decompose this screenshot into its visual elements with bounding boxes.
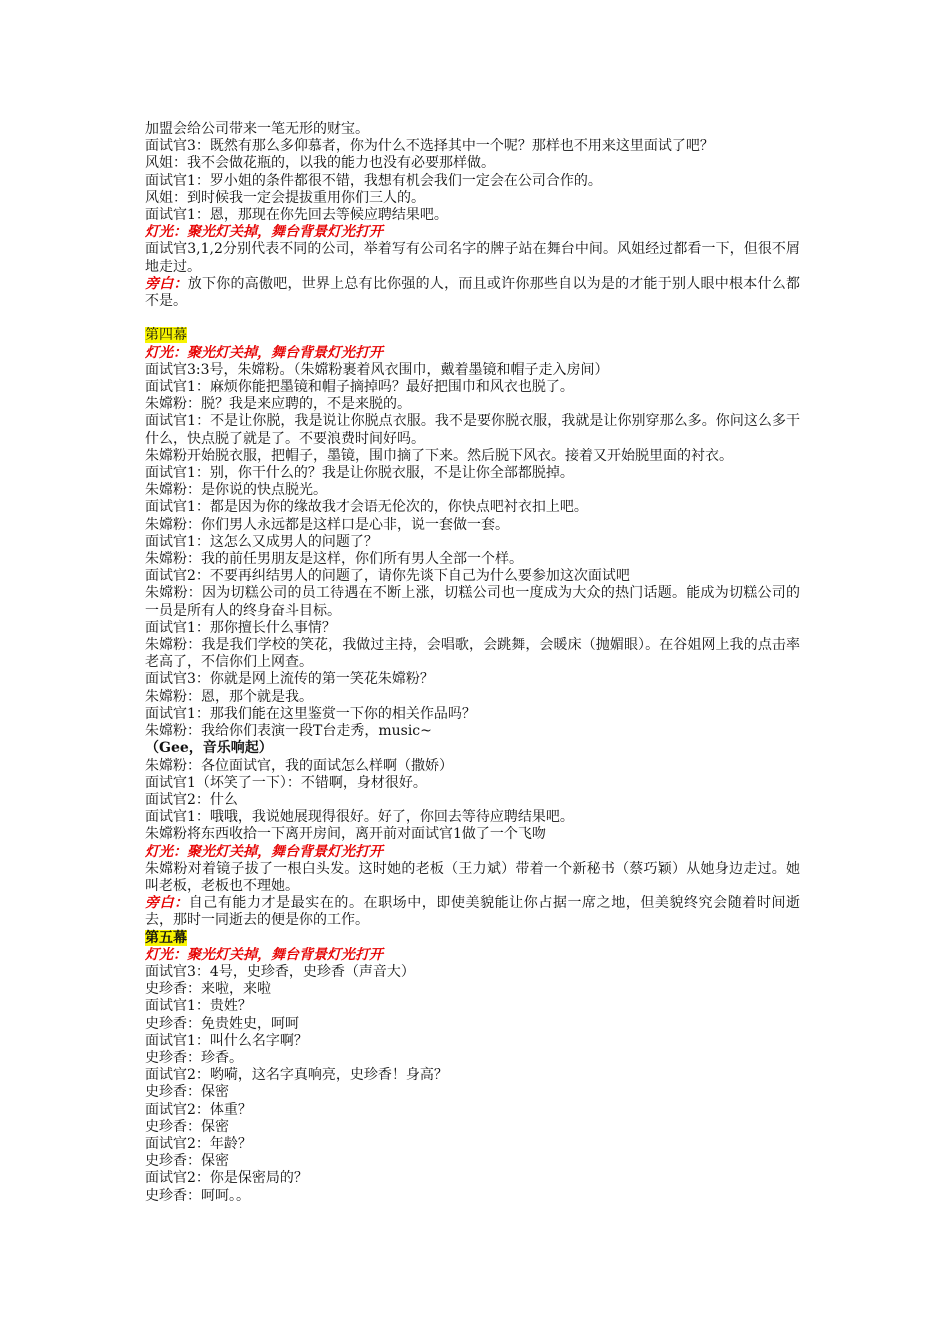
lighting-cue: 灯光：聚光灯关掉，舞台背景灯光打开 <box>145 344 383 361</box>
narration-text: 放下你的高傲吧，世界上总有比你强的人，而且或许你那些自以为是的才能于别人眼中根本什么都不是。 <box>145 275 800 310</box>
stage-direction: 朱嫦粉对着镜子拔了一根白头发。这时她的老板（王力斌）带着一个新秘书（蔡巧颖）从她身边走过。她叫老板，老板也不理她。 <box>145 860 800 894</box>
dialogue-line: 史珍香：来啦，来啦 <box>145 981 271 998</box>
music-cue: （Gee，音乐响起） <box>145 740 273 757</box>
dialogue-line: 面试官1：别，你干什么的？我是让你脱衣服，不是让你全部都脱掉。 <box>145 465 574 482</box>
dialogue-line: 面试官2：哟嗬，这名字真响亮，史珍香！身高？ <box>145 1067 448 1084</box>
dialogue-line: 面试官1：那你擅长什么事情？ <box>145 619 336 636</box>
dialogue-line: 朱嫦粉：你们男人永远都是这样口是心非，说一套做一套。 <box>145 516 509 533</box>
act-five-title: 第五幕 <box>145 929 187 946</box>
dialogue-line: 面试官1：叫什么名字啊？ <box>145 1032 308 1049</box>
dialogue-line: 面试官2：体重？ <box>145 1101 252 1118</box>
dialogue-line: 朱嫦粉：恩，那个就是我。 <box>145 688 313 705</box>
dialogue-line: 面试官1：贵姓？ <box>145 998 252 1015</box>
dialogue-line: 面试官2：年龄？ <box>145 1135 252 1152</box>
dialogue-line: 面试官2：你是保密局的？ <box>145 1170 308 1187</box>
dialogue-line: 朱嫦粉：我的前任男朋友是这样，你们所有男人全部一个样。 <box>145 551 523 568</box>
dialogue-line: 面试官1（坏笑了一下）：不错啊，身材很好。 <box>145 774 427 791</box>
dialogue-line: 史珍香：珍香。 <box>145 1049 243 1066</box>
dialogue-line: 面试官2：不要再纠结男人的问题了，请你先谈下自己为什么要参加这次面试吧 <box>145 568 630 585</box>
narration <box>145 276 800 310</box>
narration-label: 旁白： <box>145 275 188 292</box>
dialogue-line: 朱嫦粉：我给你们表演一段T台走秀，music~ <box>145 723 432 740</box>
dialogue-line: 面试官1：都是因为你的缘故我才会语无伦次的，你快点吧衬衣扣上吧。 <box>145 499 588 516</box>
dialogue-line: 史珍香：呵呵。。 <box>145 1187 250 1204</box>
dialogue-line: 朱嫦粉：是你说的快点脱光。 <box>145 482 327 499</box>
dialogue-line: 朱嫦粉：脱？我是来应聘的，不是来脱的。 <box>145 396 411 413</box>
dialogue-line: 面试官3：既然有那么多仰慕者，你为什么不选择其中一个呢？那样也不用来这里面试了吧？ <box>145 138 714 155</box>
dialogue-line: 面试官1：不是让你脱，我是说让你脱点衣服。我不是要你脱衣服，我就是让你别穿那么多。你问这么多干什么，快点脱了就是了。不要浪费时间好吗。 <box>145 413 800 447</box>
document-page <box>145 121 800 1205</box>
stage-direction: 朱嫦粉将东西收拾一下离开房间，离开前对面试官1做了一个飞吻 <box>145 826 546 843</box>
dialogue-line: 史珍香：保密 <box>145 1118 229 1135</box>
dialogue-line: 面试官1：那我们能在这里鉴赏一下你的相关作品吗？ <box>145 705 476 722</box>
dialogue-line: 面试官1：这怎么又成男人的问题了？ <box>145 533 378 550</box>
stage-direction: 面试官3,1,2分别代表不同的公司，举着写有公司名字的牌子站在舞台中间。风姐经过都看一下，但很不屑地走过。 <box>145 241 800 275</box>
dialogue-line: 朱嫦粉：各位面试官，我的面试怎么样啊（撒娇） <box>145 757 453 774</box>
narration <box>145 895 800 929</box>
dialogue-line: 风姐：我不会做花瓶的，以我的能力也没有必要那样做。 <box>145 155 495 172</box>
dialogue-line: 面试官3:3号，朱嫦粉。（朱嫦粉裹着风衣围巾，戴着墨镜和帽子走入房间） <box>145 361 609 378</box>
dialogue-line: 面试官1：恩，那现在你先回去等候应聘结果吧。 <box>145 207 448 224</box>
dialogue-line: 面试官2：什么 <box>145 791 238 808</box>
narration-label: 旁白： <box>145 895 189 912</box>
lighting-cue: 灯光：聚光灯关掉，舞台背景灯光打开 <box>145 224 383 241</box>
dialogue-line: 面试官3：你就是网上流传的第一笑花朱嫦粉？ <box>145 671 434 688</box>
stage-direction: 朱嫦粉开始脱衣服，把帽子，墨镜，围巾摘了下来。然后脱下风衣。接着又开始脱里面的衬衣。 <box>145 447 733 464</box>
dialogue-line: 朱嫦粉：我是我们学校的笑花，我做过主持，会唱歌，会跳舞，会暖床（抛媚眼）。在谷姐网上我的点击率老高了，不信你们上网查。 <box>145 637 800 671</box>
dialogue-line: 面试官3：4号，史珍香，史珍香（声音大） <box>145 963 415 980</box>
spacer <box>145 310 800 327</box>
dialogue-line: 史珍香：保密 <box>145 1084 229 1101</box>
dialogue-line: 面试官1：哦哦，我说她展现得很好。好了，你回去等待应聘结果吧。 <box>145 809 574 826</box>
dialogue-line: 面试官1：麻烦你能把墨镜和帽子摘掉吗？最好把围巾和风衣也脱了。 <box>145 379 574 396</box>
lighting-cue: 灯光：聚光灯关掉，舞台背景灯光打开 <box>145 946 383 963</box>
narration-text: 自己有能力才是最实在的。在职场中，即使美貌能让你占据一席之地，但美貌终究会随着时间逝去，那时一同逝去的便是你的工作。 <box>145 895 801 929</box>
act-heading <box>145 930 800 947</box>
lighting-cue: 灯光：聚光灯关掉，舞台背景灯光打开 <box>145 843 383 860</box>
dialogue-line: 史珍香：保密 <box>145 1153 229 1170</box>
act-heading <box>145 327 800 344</box>
dialogue-line: 风姐：到时候我一定会提拔重用你们三人的。 <box>145 189 425 206</box>
paragraph: 加盟会给公司带来一笔无形的财宝。 <box>145 121 369 137</box>
act-four-title: 第四幕 <box>145 327 187 344</box>
dialogue-line: 史珍香：免贵姓史，呵呵 <box>145 1015 299 1032</box>
dialogue-line: 面试官1：罗小姐的条件都很不错，我想有机会我们一定会在公司合作的。 <box>145 172 602 189</box>
dialogue-line: 朱嫦粉：因为切糕公司的员工待遇在不断上涨，切糕公司也一度成为大众的热门话题。能成为切糕公司的一员是所有人的终身奋斗目标。 <box>145 585 800 619</box>
